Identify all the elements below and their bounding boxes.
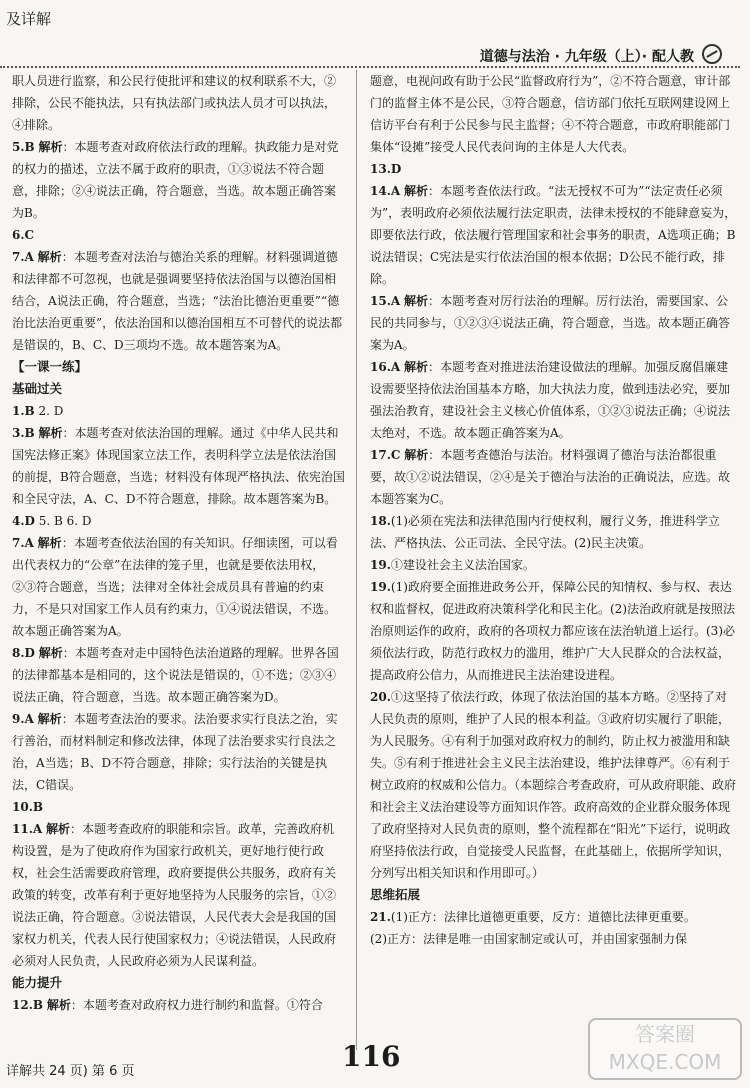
answer-letter: B — [32, 998, 44, 1012]
answer-letter: D — [390, 162, 402, 176]
subsection-heading: 能力提升 — [12, 975, 63, 990]
answer-text: 本题考查对推进法治建设做法的理解。加强反腐倡廉建设需要坚持依法治国基本方略，加大执法力度，做到违法必究，要加强法治教育，建设社会主义核心价值体系，①②③说法正确；④说法太绝对，不选。故本题正确答案为A。 — [370, 360, 731, 440]
watermark-text: 答案圈 MXQE.COM — [608, 1022, 722, 1074]
left-column — [12, 70, 346, 1016]
answer-letter: A — [390, 184, 401, 198]
analysis-label: 解析 — [38, 426, 63, 440]
question-number: 9. — [12, 712, 25, 726]
answer-letter: B — [24, 426, 35, 440]
answer-letter: C — [390, 448, 401, 462]
header-divider — [0, 66, 740, 68]
analysis-label: 解析 — [404, 294, 429, 308]
answer-letter: C — [24, 228, 35, 242]
publisher-logo-icon — [702, 44, 722, 64]
answer-paragraph: 16.A 解析：本题考查对推进法治建设做法的理解。加强反腐倡廉建设需要坚持依法治国基本方略，加大执法力度，做到违法必究，要加强法治教育，建设社会主义核心价值体系，①②③说法正确；④说法太绝对，不选。故本题正确答案为A。 — [370, 360, 731, 440]
analysis-label: 解析 — [404, 360, 429, 374]
question-number: 12. — [12, 998, 33, 1012]
analysis-label: 解析 — [404, 184, 429, 198]
analysis-label: 解析 — [404, 448, 429, 462]
answer-text: 本题考查政府的职能和宗旨。政革，完善政府机构设置，是为了使政府作为国家行政机关，更好地行使行政权，社会生活需要政府管理，政府要提供公共服务，政府有关政策的转变，改革有利于更好地坚持为人民服务的宗旨，①②说法正确，符合题意。③说法错误，人民代表大会是我国的国家权力机关，代表人民行使国家权力；④说法错误，人民政府必须对人民负责，人民政府必须为人民谋利益。 — [12, 822, 337, 968]
answer-text: 本题考查对政府依法行政的理解。执政能力是对党的权力的描述，立法不属于政府的职责，①③说法不符合题意，排除；②④说法正确，符合题意，当选。故本题正确答案为B。 — [12, 140, 339, 220]
analysis-label: 解析 — [37, 536, 62, 550]
answer-text: 本题考查依法行政。“法无授权不可为”“法定责任必须为”，表明政府必须依法履行法定职责，法律未授权的不能肆意妄为，即要依法行政，依法履行管理国家和社会事务的职责，A选项正确；B说法错误；C宪法是实行依法治国的根本依据；D公民不能行政，排除。 — [370, 184, 737, 286]
question-number: 16. — [370, 360, 391, 374]
answer-paragraph — [370, 928, 738, 950]
analysis-label: 解析 — [37, 250, 62, 264]
answer-text: 本题考查德治与法治。材料强调了德治与法治都很重要，故①②说法错误，②④是关于德治与法治的正确说法，应选。故本题答案为C。 — [370, 448, 731, 506]
question-number: 18. — [370, 514, 391, 528]
answer-paragraph — [370, 158, 738, 180]
answer-text: (1)必须在宪法和法律范围内行使权利，履行义务，推进科学立法、严格执法、公正司法、全民守法。(2)民主决策。 — [370, 514, 720, 550]
answer-letter: A — [390, 360, 401, 374]
answer-paragraph — [12, 510, 346, 532]
question-number: 7. — [12, 250, 25, 264]
answer-letter: D — [24, 514, 35, 528]
answer-text: 2. D — [38, 404, 64, 418]
answer-paragraph — [12, 70, 346, 136]
answer-text: 本题考查对依法治国的理解。通过《中华人民共和国宪法修正案》体现国家立法工作，表明科学立法是依法治国的前提，B符合题意，当选；材料没有体现严格执法、依宪治国和全民守法，A、C、D不符合题意，排除。故本题答案为B。 — [12, 426, 345, 506]
answer-text: (1)政府要全面推进政务公开，保障公民的知情权、参与权、表达权和监督权，促进政府决策科学化和民主化。(2)法治政府就是按照法治原则运作的政府，政府的各项权力都应该在法治轨道上运行。(3)必须依法行政，防范行政权力的滥用，维护广大人民群众的合法权益，提高政府公信力，从而推进民主法治建设进程。 — [370, 580, 736, 682]
answer-paragraph — [370, 906, 738, 928]
answer-paragraph: 7.A 解析：本题考查对法治与德治关系的理解。材料强调道德和法律都不可忽视，也就是强调要坚持依法治国与以德治国相结合，A说法正确，符合题意，当选；“法治比德治更重要”“德治比法治更重要”，依法治国和以德治国相互不可替代的说法都是错误的，B、C、D三项均不选。故本题答案为A。 — [12, 250, 343, 352]
answer-paragraph: 3.B 解析：本题考查对依法治国的理解。通过《中华人民共和国宪法修正案》体现国家立法工作，表明科学立法是依法治国的前提，B符合题意，当选；材料没有体现严格执法、依宪治国和全民守法，A、C、D不符合题意，排除。故本题答案为B。 — [12, 426, 345, 506]
answer-text: (1)正方：法律比道德更重要，反方：道德比法律更重要。 — [390, 910, 696, 924]
question-number: 14. — [370, 184, 391, 198]
answer-paragraph — [370, 554, 738, 576]
answer-text: (2)正方：法律是唯一由国家制定或认可，并由国家强制力保 — [370, 932, 688, 946]
question-number: 6. — [12, 228, 25, 242]
question-number: 4. — [12, 514, 25, 528]
answer-text: ①这坚持了依法行政，体现了依法治国的基本方略。②坚持了对人民负责的原则，维护了人民的根本利益。③政府切实履行了职能，为人民服务。④有利于加强对政府权力的制约，防止权力被滥用和缺失。⑤有利于推进社会主义民主法治建设，维护法律尊严。⑥有利于树立政府的权威和公信力。（本题综合考查政府，可从政府职能、政府和社会主义法治建设等方面知识作答。政府高效的企业群众服务体现了政府坚持对人民负责的原则，整个流程都在“阳光”下运行，说明政府坚持依法行政，自觉接受人民监督，在此基础上，依据所学知识，分列写出相关知识和作用即可。） — [370, 690, 737, 880]
question-number: 15. — [370, 294, 391, 308]
analysis-label: 解析 — [46, 822, 71, 836]
answer-paragraph — [370, 510, 738, 554]
question-number: 5. — [12, 140, 25, 154]
answer-text: 5. B 6. D — [38, 514, 92, 528]
answer-paragraph — [12, 400, 346, 422]
analysis-label: 解析 — [38, 646, 63, 660]
answer-text: 职人员进行监察，和公民行使批评和建议的权利联系不大，②排除，公民不能执法，只有执法部门或执法人员才可以执法，④排除。 — [12, 74, 337, 132]
answer-paragraph — [370, 686, 738, 884]
answer-text: 本题考查对政府权力进行制约和监督。①符合 — [82, 998, 323, 1012]
page-number: 116 — [342, 1040, 401, 1073]
answer-paragraph — [370, 70, 738, 158]
question-number: 19. — [370, 580, 391, 594]
answer-letter: B — [32, 800, 44, 814]
answer-paragraph: 7.A 解析：本题考查依法治国的有关知识。仔细读图，可以看出代表权力的“公章”在法律的笼子里，也就是要依法用权，②③符合题意，当选；法律对全体社会成员具有普遍的约束力，不是只对国家工作人员有约束力，①④说法错误，不选。故本题正确答案为A。 — [12, 536, 338, 638]
question-number: 21. — [370, 910, 391, 924]
question-number: 7. — [12, 536, 25, 550]
subsection-heading: 思维拓展 — [370, 887, 421, 902]
analysis-label: 解析 — [38, 140, 63, 154]
column-divider — [356, 70, 357, 1050]
question-number: 1. — [12, 404, 25, 418]
question-number: 10. — [12, 800, 33, 814]
answer-paragraph: 15.A 解析：本题考查对厉行法治的理解。厉行法治，需要国家、公民的共同参与，①②③④说法正确，符合题意，当选。故本题正确答案为A。 — [370, 294, 731, 352]
analysis-label: 解析 — [37, 712, 62, 726]
question-number: 19. — [370, 558, 391, 572]
question-number: 11. — [12, 822, 33, 836]
answer-text: 本题考查对走中国特色法治道路的理解。世界各国的法律都基本是相同的，这个说法是错误的，①不选；②③④说法正确，符合题意，当选。故本题正确答案为D。 — [12, 646, 339, 704]
answer-paragraph: 8.D 解析：本题考查对走中国特色法治道路的理解。世界各国的法律都基本是相同的，这个说法是错误的，①不选；②③④说法正确，符合题意，当选。故本题正确答案为D。 — [12, 646, 339, 704]
answer-text: 本题考查对厉行法治的理解。厉行法治，需要国家、公民的共同参与，①②③④说法正确，符合题意，当选。故本题正确答案为A。 — [370, 294, 731, 352]
answer-paragraph: 17.C 解析：本题考查德治与法治。材料强调了德治与法治都很重要，故①②说法错误，②④是关于德治与法治的正确说法，应选。故本题答案为C。 — [370, 448, 731, 506]
analysis-label: 解析 — [46, 998, 71, 1012]
answer-letter: D — [24, 646, 35, 660]
answer-text: 题意，电视问政有助于公民“监督政府行为”，②不符合题意，审计部门的监督主体不是公民，③符合题意，信访部门依托互联网建设网上信访平台有利于公民参与民主监督；④不符合题意，市政府职能部门集体“设摊”接受人民代表问询的主体是人大代表。 — [370, 74, 731, 154]
right-column — [370, 70, 738, 950]
question-number: 17. — [370, 448, 391, 462]
question-number: 20. — [370, 690, 391, 704]
answer-paragraph: 5.B 解析：本题考查对政府依法行政的理解。执政能力是对党的权力的描述，立法不属于政府的职责，①③说法不符合题意，排除；②④说法正确，符合题意，当选。故本题正确答案为B。 — [12, 140, 339, 220]
answer-letter: B — [24, 404, 35, 418]
answer-letter: A — [390, 294, 401, 308]
answer-text: 本题考查法治的要求。法治要求实行良法之治，实行善治，而材料制定和修改法律，体现了法治要求实行良法之治，A当选；B、D不符合题意，排除；实行法治的关键是执法，C错误。 — [12, 712, 338, 792]
answer-letter: A — [24, 712, 34, 726]
header-title: 道德与法治 · 九年级（上）· 配人教 — [479, 49, 694, 65]
answer-letter: A — [24, 250, 34, 264]
answer-paragraph: 11.A 解析：本题考查政府的职能和宗旨。政革，完善政府机构设置，是为了使政府作为国家行政机关，更好地行使行政权，社会生活需要政府管理，政府要提供公共服务，政府有关政策的转变，改革有利于更好地坚持为人民服务的宗旨，①②说法正确，符合题意。③说法错误，人民代表大会是我国的国家权力机关，代表人民行使国家权力；④说法错误，人民政府必须对人民负责，人民政府必须为人民谋利益。 — [12, 822, 337, 968]
answer-paragraph — [12, 796, 346, 818]
section-heading: 【一课一练】 — [12, 359, 88, 374]
answer-paragraph: 9.A 解析：本题考查法治的要求。法治要求实行良法之治，实行善治，而材料制定和修改法律，体现了法治要求实行良法之治，A当选；B、D不符合题意，排除；实行法治的关键是执法，C错误。 — [12, 712, 338, 792]
footer-page-info: 详解共 24 页) 第 6 页 — [6, 1064, 135, 1079]
header-left-text: 及详解 — [6, 10, 52, 28]
answer-paragraph — [12, 224, 346, 246]
answer-text: 本题考查对法治与德治关系的理解。材料强调道德和法律都不可忽视，也就是强调要坚持依法治国与以德治国相结合，A说法正确，符合题意，当选；“法治比德治更重要”“德治比法治更重要”，依法治国和以德治国相互不可替代的说法都是错误的，B、C、D三项均不选。故本题答案为A。 — [12, 250, 343, 352]
answer-paragraph — [370, 576, 738, 686]
watermark-stamp — [588, 1018, 742, 1080]
question-number: 8. — [12, 646, 25, 660]
answer-paragraph: 14.A 解析：本题考查依法行政。“法无授权不可为”“法定责任必须为”，表明政府必须依法履行法定职责，法律未授权的不能肆意妄为，即要依法行政，依法履行管理国家和社会事务的职责，A选项正确；B说法错误；C宪法是实行依法治国的根本依据；D公民不能行政，排除。 — [370, 184, 737, 286]
subsection-heading: 基础过关 — [12, 381, 63, 396]
question-number: 13. — [370, 162, 391, 176]
answer-letter: A — [24, 536, 34, 550]
question-number: 3. — [12, 426, 25, 440]
answer-letter: A — [32, 822, 43, 836]
answer-letter: B — [24, 140, 35, 154]
answer-paragraph: 12.B 解析：本题考查对政府权力进行制约和监督。①符合 — [12, 998, 323, 1012]
answer-text: ①建设社会主义法治国家。 — [390, 558, 535, 572]
answer-text: 本题考查依法治国的有关知识。仔细读图，可以看出代表权力的“公章”在法律的笼子里，也就是要依法用权，②③符合题意，当选；法律对全体社会成员具有普遍的约束力，不是只对国家工作人员有约束力，①④说法错误，不选。故本题正确答案为A。 — [12, 536, 338, 638]
